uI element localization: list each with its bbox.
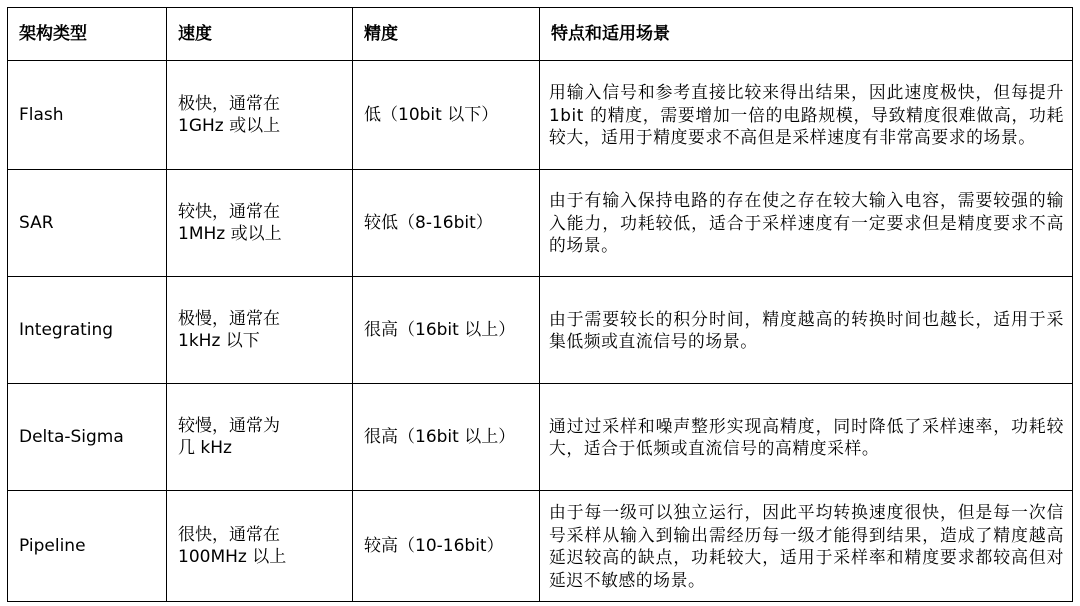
cell-architecture-type: Pipeline (8, 491, 167, 602)
cell-precision: 很高（16bit 以上） (353, 277, 540, 384)
header-features-and-scenarios: 特点和适用场景 (540, 8, 1073, 61)
table-row (8, 61, 1073, 170)
cell-architecture-type: SAR (8, 170, 167, 277)
cell-architecture-type: Delta-Sigma (8, 384, 167, 491)
cell-features-and-scenarios: 由于每一级可以独立运行，因此平均转换速度很快，但是每一次信号采样从输入到输出需经历每一级才能得到结果，造成了精度越高延迟较高的缺点，功耗较大，适用于采样率和精度要求都较高但对延迟不敏感的场景。 (540, 491, 1073, 602)
header-architecture-type: 架构类型 (8, 8, 167, 61)
table-header-row (8, 8, 1073, 61)
cell-features-and-scenarios: 用输入信号和参考直接比较来得出结果，因此速度极快，但每提升 1bit 的精度，需要增加一倍的电路规模，导致精度很难做高，功耗较大，适用于精度要求不高但是采样速度有非常高要求的场景。 (540, 61, 1073, 170)
speed-text: 极快，通常在 1GHz 或以上 (178, 93, 281, 136)
cell-precision: 较高（10-16bit） (353, 491, 540, 602)
cell-architecture-type: Integrating (8, 277, 167, 384)
cell-precision: 较低（8-16bit） (353, 170, 540, 277)
table-row (8, 170, 1073, 277)
cell-speed (167, 277, 353, 384)
table-row (8, 277, 1073, 384)
table-row (8, 491, 1073, 602)
adc-comparison-table (7, 7, 1073, 602)
header-precision: 精度 (353, 8, 540, 61)
table-row (8, 384, 1073, 491)
speed-text: 较慢，通常为 几 kHz (178, 415, 280, 458)
adc-comparison-table-container (7, 7, 1073, 602)
cell-features-and-scenarios: 通过过采样和噪声整形实现高精度，同时降低了采样速率，功耗较大，适合于低频或直流信号的高精度采样。 (540, 384, 1073, 491)
speed-text: 极慢，通常在 1kHz 以下 (178, 308, 280, 351)
speed-text: 很快，通常在 100MHz 以上 (178, 524, 287, 567)
cell-features-and-scenarios: 由于需要较长的积分时间，精度越高的转换时间也越长，适用于采集低频或直流信号的场景。 (540, 277, 1073, 384)
cell-precision: 低（10bit 以下） (353, 61, 540, 170)
cell-speed (167, 170, 353, 277)
cell-speed (167, 61, 353, 170)
cell-features-and-scenarios: 由于有输入保持电路的存在使之存在较大输入电容，需要较强的输入能力，功耗较低，适合于采样速度有一定要求但是精度要求不高的场景。 (540, 170, 1073, 277)
header-speed: 速度 (167, 8, 353, 61)
speed-text: 较快，通常在 1MHz 或以上 (178, 201, 282, 244)
cell-speed (167, 384, 353, 491)
cell-precision: 很高（16bit 以上） (353, 384, 540, 491)
cell-architecture-type: Flash (8, 61, 167, 170)
cell-speed (167, 491, 353, 602)
